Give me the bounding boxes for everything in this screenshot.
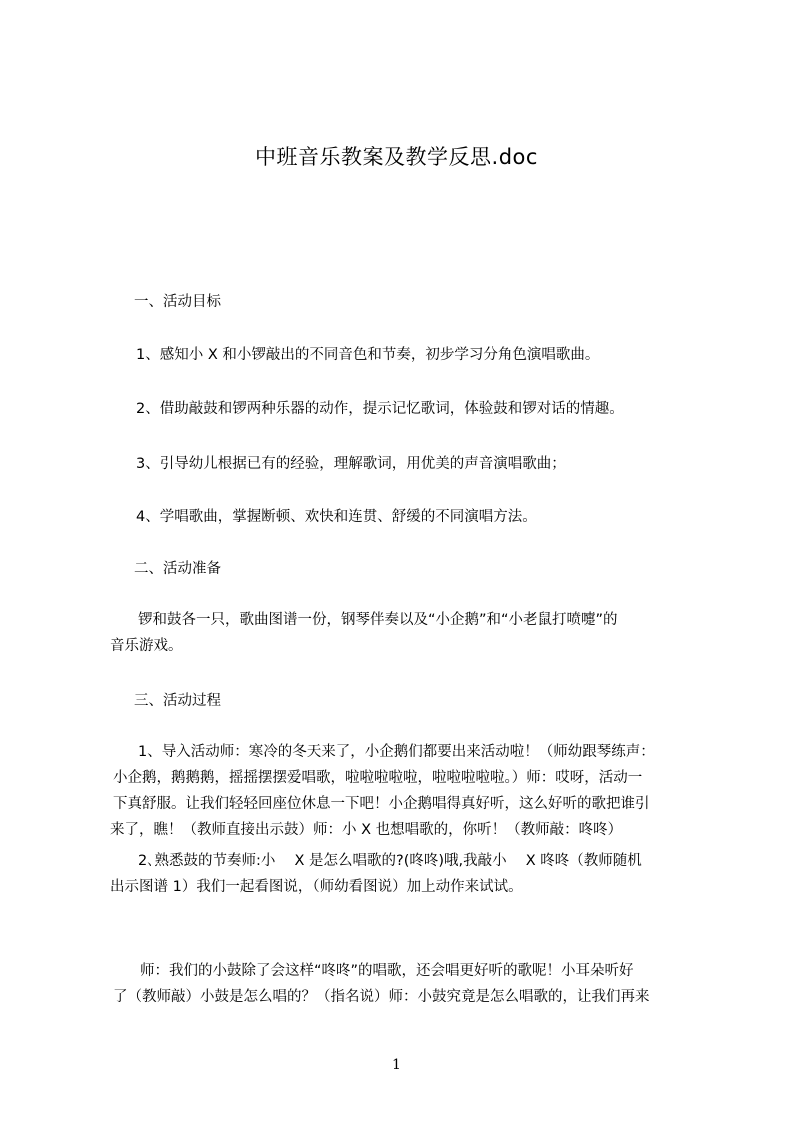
preparation-paragraph — [110, 607, 710, 659]
preparation-line: 锣和鼓各一只，歌曲图谱一份，钢琴伴奏以及“小企鹅”和“小老鼠打喷嚏”的 — [138, 612, 618, 628]
process-paragraph-2 — [110, 848, 710, 900]
process-line: 出示图谱 1）我们一起看图说，（师幼看图说）加上动作来试试。 — [110, 879, 523, 895]
page-number: 1 — [392, 1057, 401, 1073]
goal-item-1: 1、感知小 X 和小锣敲出的不同音色和节奏，初步学习分角色演唱歌曲。 — [136, 347, 600, 363]
section-heading-preparation: 二、活动准备 — [134, 561, 221, 577]
process-line: 师：我们的小鼓除了会这样“咚咚”的唱歌，还会唱更好听的歌呢！小耳朵听好 — [140, 963, 634, 979]
process-line: 来了，瞧！（教师直接出示鼓）师：小 X 也想唱歌的，你听！（教师敲：咚咚） — [110, 822, 623, 838]
process-paragraph-1 — [110, 739, 710, 843]
process-line: 2､熟悉鼓的节奏师:小 X 是怎么唱歌的?(咚咚)哦,我敲小 X 咚咚（教师随机 — [138, 853, 642, 869]
goal-item-4: 4、学唱歌曲，掌握断顿、欢快和连贯、舒缓的不同演唱方法。 — [136, 509, 537, 525]
process-line: 下真舒服。让我们轻轻回座位休息一下吧！小企鹅唱得真好听，这么好听的歌把谁引 — [113, 796, 650, 812]
preparation-line: 音乐游戏。 — [110, 638, 183, 654]
goal-item-2: 2、借助敲鼓和锣两种乐器的动作，提示记忆歌词，体验鼓和锣对话的情趣。 — [136, 401, 624, 417]
section-heading-goals: 一、活动目标 — [134, 294, 221, 310]
process-line: 了（教师敲）小鼓是怎么唱的？（指名说）师：小鼓究竟是怎么唱歌的，让我们再来 — [113, 989, 650, 1005]
process-line: 1、导入活动师：寒冷的冬天来了，小企鹅们都要出来活动啦！（师幼跟琴练声： — [138, 744, 655, 760]
document-title: 中班音乐教案及教学反思.doc — [255, 145, 538, 169]
process-line: 小企鹅，鹅鹅鹅，摇摇摆摆爱唱歌，啦啦啦啦啦，啦啦啦啦啦。）师：哎呀，活动一 — [113, 770, 643, 786]
process-paragraph-3 — [110, 958, 710, 1010]
section-heading-process: 三、活动过程 — [134, 693, 221, 709]
goal-item-3: 3、引导幼儿根据已有的经验，理解歌词，用优美的声音演唱歌曲； — [136, 456, 566, 472]
